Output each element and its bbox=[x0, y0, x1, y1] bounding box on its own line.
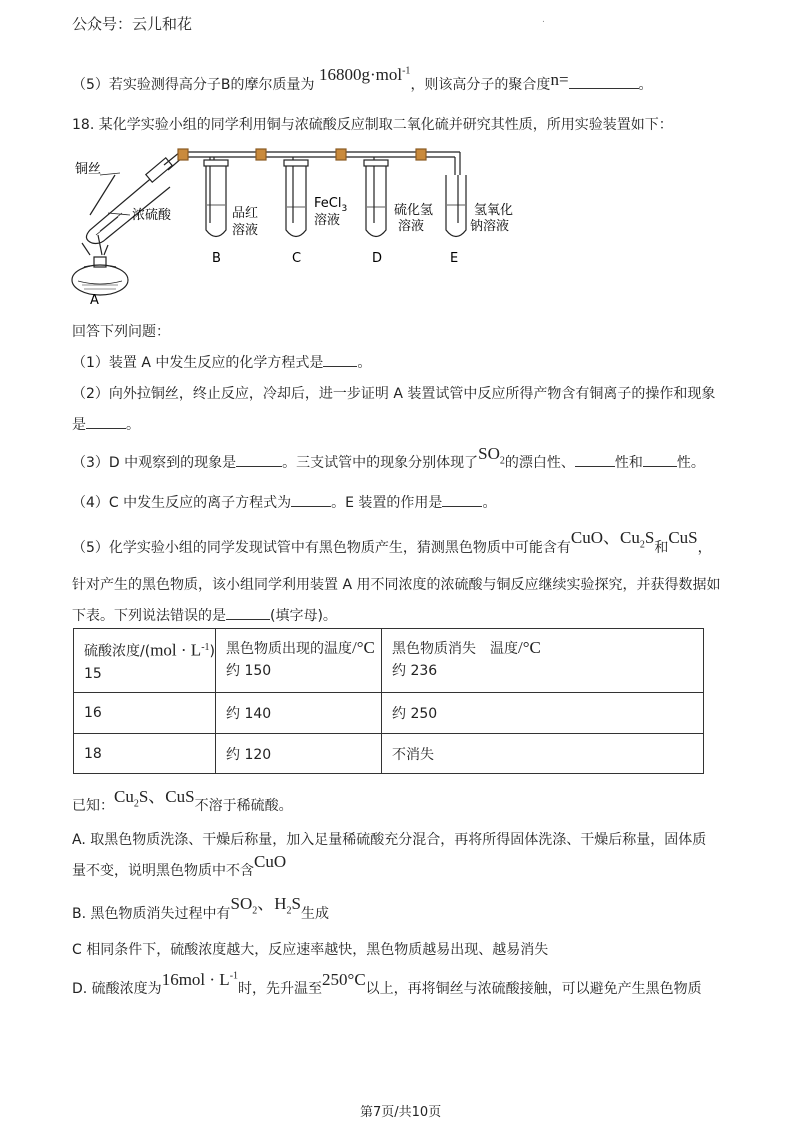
letter-c: C bbox=[292, 251, 302, 266]
table-cell: 16 bbox=[74, 693, 216, 734]
label-conc-acid: 浓硫酸 bbox=[132, 208, 172, 223]
molar-mass-formula: 16800g·mol$^{-1}$ bbox=[318, 65, 411, 84]
q17-part5: （5）若实验测得高分子B的摩尔质量为 16800g·mol$^{-1}$，则该高分子的聚合度n= 。 bbox=[72, 65, 653, 93]
formula-cus: CuS bbox=[668, 528, 698, 547]
question-3: （3）D 中观察到的现象是 。三支试管中的现象分别体现了$SO_2$的漂白性、 性和 性。 bbox=[72, 444, 705, 471]
answer-blank[interactable] bbox=[569, 87, 639, 89]
label-d2: 溶液 bbox=[398, 219, 425, 234]
table-cell: 约 140 bbox=[216, 693, 382, 734]
known-note: 已知：$Cu_2S$、CuS不溶于稀硫酸。 bbox=[72, 787, 293, 814]
option-d: D. 硫酸浓度为$16mol \cdot L^{-1}$时，先升温至250°C以上，再将铜丝与浓硫酸接触，可以避免产生黑色物质 bbox=[72, 970, 702, 997]
table-row bbox=[74, 693, 704, 734]
option-b: B. 黑色物质消失过程中有$SO_2$、$H_2S$生成 bbox=[72, 894, 329, 922]
test-tube-c bbox=[284, 157, 308, 237]
copper-wire-line bbox=[90, 175, 115, 215]
table-row bbox=[74, 734, 704, 774]
label-d1: 硫化氢 bbox=[394, 203, 434, 218]
answer-blank-5[interactable] bbox=[226, 618, 270, 620]
question-5-line2: 针对产生的黑色物质，该小组同学利用装置 A 用不同浓度的浓硫酸与铜反应继续实验探究，并获得数据如 bbox=[72, 577, 721, 593]
polymerization-n: n= bbox=[550, 70, 569, 89]
option-a-line2: 量不变，说明黑色物质中不含CuO bbox=[72, 852, 287, 879]
letter-d: D bbox=[372, 251, 383, 266]
table-cell: 黑色物质消失 温度/°C 约 236 bbox=[382, 629, 704, 693]
q17-part5-text: 若实验测得高分子B的摩尔质量为 bbox=[108, 77, 315, 93]
test-tube-d bbox=[364, 157, 388, 237]
letter-b: B bbox=[212, 251, 221, 266]
label-c-formula: FeCl$_3$ bbox=[314, 196, 348, 214]
letter-a: A bbox=[90, 293, 99, 308]
answer-blank-4a[interactable] bbox=[291, 505, 331, 507]
label-e1: 氢氧化 bbox=[474, 203, 514, 218]
header-dot: . bbox=[542, 15, 545, 25]
table-row-header-and-first bbox=[74, 629, 704, 693]
test-tube-b bbox=[204, 157, 228, 237]
page-number: 第7页/共10页 bbox=[360, 1105, 442, 1120]
label-c2: 溶液 bbox=[314, 213, 341, 228]
answer-blank-3b[interactable] bbox=[575, 465, 615, 467]
connector-4 bbox=[416, 149, 426, 160]
connector-1 bbox=[178, 149, 188, 160]
answer-blank-2[interactable] bbox=[86, 427, 126, 429]
letter-e: E bbox=[450, 251, 459, 266]
question-5-line1: （5）化学实验小组的同学发现试管中有黑色物质产生，猜测黑色物质中可能含有CuO、$Cu_2S$和CuS， bbox=[72, 528, 712, 556]
label-copper-wire: 铜丝 bbox=[75, 162, 102, 177]
connector-3 bbox=[336, 149, 346, 160]
data-table bbox=[73, 628, 704, 774]
table-cell: 18 bbox=[74, 734, 216, 774]
table-cell: 约 250 bbox=[382, 693, 704, 734]
question-4: （4）C 中发生反应的离子方程式为 。E 装置的作用是 。 bbox=[72, 495, 497, 511]
label-e2: 钠溶液 bbox=[470, 219, 510, 234]
label-b1: 品红 bbox=[232, 206, 259, 221]
formula-cuo: CuO、$Cu_2S$ bbox=[570, 528, 655, 551]
answer-blank-4b[interactable] bbox=[442, 505, 482, 507]
table-cell: 黑色物质出现的温度/°C 约 150 bbox=[216, 629, 382, 693]
answer-prompt: 回答下列问题： bbox=[72, 324, 170, 340]
option-a-line1: A. 取黑色物质洗涤、干燥后称量，加入足量稀硫酸充分混合，再将所得固体洗涤、干燥后称量，固体质 bbox=[72, 832, 707, 848]
q17-part5-number: （5） bbox=[72, 77, 109, 93]
answer-blank-3c[interactable] bbox=[643, 465, 677, 467]
label-b2: 溶液 bbox=[232, 223, 259, 238]
question-2-line2: 是 。 bbox=[72, 417, 140, 433]
connector-2 bbox=[256, 149, 266, 160]
question-5-line3: 下表。下列说法错误的是 (填字母)。 bbox=[72, 608, 337, 624]
q17-part5-text2: ，则该高分子的聚合度 bbox=[410, 77, 551, 93]
test-tube-e bbox=[446, 175, 466, 237]
question-2-line1: （2）向外拉铜丝，终止反应，冷却后，进一步证明 A 装置试管中反应所得产物含有铜离子的操作和现象 bbox=[72, 386, 716, 402]
wechat-header: 公众号：云儿和花 bbox=[72, 15, 193, 33]
apparatus-diagram bbox=[60, 135, 530, 310]
table-cell: 硫酸浓度$/(mol \cdot L^{-1})$ 15 bbox=[74, 629, 216, 693]
q18-intro: 18. 某化学实验小组的同学利用铜与浓硫酸反应制取二氧化硫并研究其性质，所用实验装置如下： bbox=[72, 117, 673, 133]
question-1: （1）装置 A 中发生反应的化学方程式是 。 bbox=[72, 355, 372, 371]
option-c: C 相同条件下，硫酸浓度越大，反应速率越快，黑色物质越易出现、越易消失 bbox=[72, 942, 549, 958]
answer-blank-3a[interactable] bbox=[236, 465, 282, 467]
answer-blank-1[interactable] bbox=[323, 365, 357, 367]
alcohol-lamp bbox=[72, 235, 128, 295]
table-cell: 约 120 bbox=[216, 734, 382, 774]
table-cell: 不消失 bbox=[382, 734, 704, 774]
